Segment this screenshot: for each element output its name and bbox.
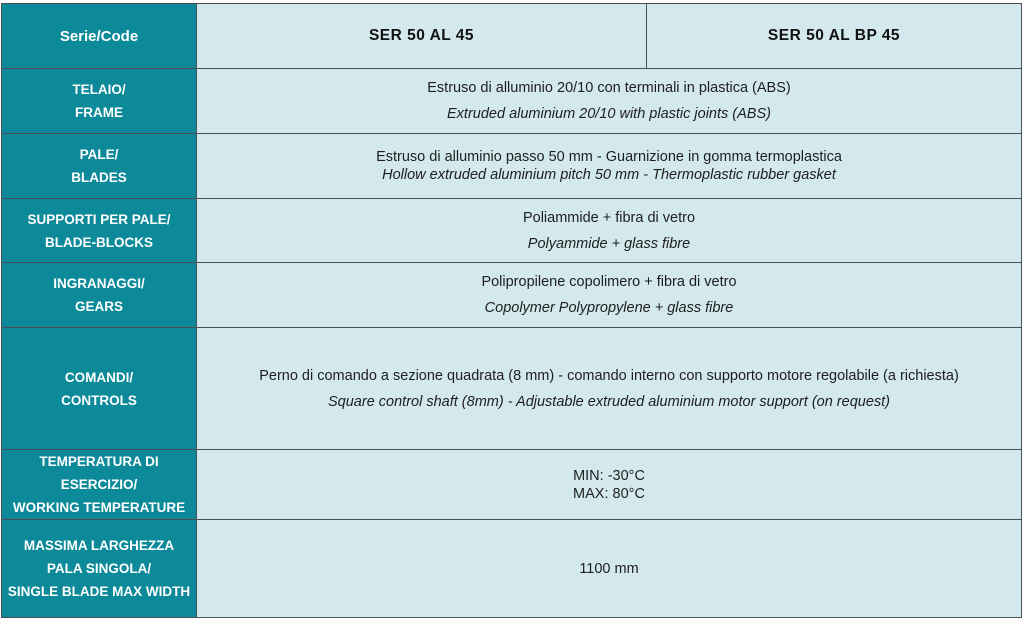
blades-value-en: Hollow extruded aluminium pitch 50 mm - Thermoplastic rubber gasket [382,167,836,183]
frame-label: TELAIO/ FRAME [2,69,197,134]
blade-blocks-value [197,199,1022,263]
controls-value-en: Square control shaft (8mm) - Adjustable extruded aluminium motor support (on request) [328,393,890,410]
controls-value-it: Perno di comando a sezione quadrata (8 mm) - comando interno con supporto motore regolabile (a richiesta) [259,367,959,384]
working-temperature-label: TEMPERATURA DI ESERCIZIO/ WORKING TEMPERATURE [2,450,197,520]
frame-value [197,69,1022,134]
code-col-2 [647,4,1022,69]
gears-value [197,263,1022,328]
serie-code-label: Serie/Code [59,27,139,45]
frame-value-it: Estruso di alluminio 20/10 con terminali in plastica (ABS) [427,80,791,96]
temperature-max: MAX: 80°C [573,485,645,502]
blades-value-it: Estruso di alluminio passo 50 mm - Guarnizione in gomma termoplastica [376,149,842,165]
blade-max-width-value: 1100 mm [197,520,1022,618]
code-ser-50-al-bp-45: SER 50 AL BP 45 [767,27,901,44]
serie-code-header [2,4,197,69]
gears-label: INGRANAGGI/ GEARS [2,263,197,328]
table-header-row [2,4,1022,69]
gears-value-it: Polipropilene copolimero + fibra di vetro [481,274,737,290]
table-row-controls [2,328,1022,450]
gears-value-en: Copolymer Polypropylene + glass fibre [484,300,734,316]
blades-value [197,134,1022,199]
temperature-min: MIN: -30°C [573,467,645,484]
blade-blocks-value-en: Polyammide + glass fibre [527,235,691,252]
table-row-blade-blocks [2,199,1022,263]
controls-label: COMANDI/ CONTROLS [2,328,197,450]
table-row-frame [2,69,1022,134]
working-temperature-value [197,450,1022,520]
blade-blocks-value-it: Poliammide + fibra di vetro [522,209,696,226]
code-col-1 [197,4,647,69]
frame-value-en: Extruded aluminium 20/10 with plastic joints (ABS) [447,106,771,122]
table-row-blade-max-width [2,520,1022,618]
table-row-blades [2,134,1022,199]
code-ser-50-al-45: SER 50 AL 45 [368,27,475,44]
blades-label: PALE/ BLADES [2,134,197,199]
blade-max-width-label: MASSIMA LARGHEZZA PALA SINGOLA/ SINGLE BLADE MAX WIDTH [2,520,197,618]
spec-table [1,3,1022,618]
blade-blocks-label: SUPPORTI PER PALE/ BLADE-BLOCKS [2,199,197,263]
table-row-gears [2,263,1022,328]
controls-value [197,328,1022,450]
table-row-working-temperature [2,450,1022,520]
